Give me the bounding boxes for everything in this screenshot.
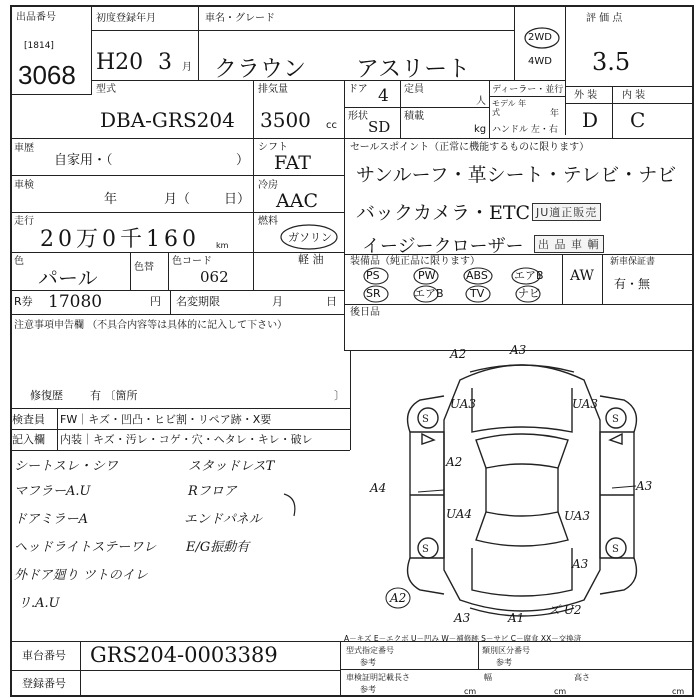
drive-circle-mark bbox=[522, 26, 562, 50]
note-line-5: 外ドア廻り ツトのイレ bbox=[14, 568, 148, 583]
cert-label: 型式指定番号 bbox=[346, 646, 394, 655]
tire-label: 新車保証書 bbox=[610, 257, 656, 267]
lot-label: 出品番号 bbox=[16, 12, 56, 23]
grade: アスリート bbox=[356, 56, 471, 82]
notes-label: 注意事項申告欄 （不具合内容等は具体的に記入して下さい） bbox=[14, 320, 288, 331]
recycle-value: 17080 bbox=[48, 292, 103, 312]
interior-label: 内 装 bbox=[622, 90, 646, 101]
mileage-label: 走行 bbox=[14, 216, 34, 227]
mark-a1-bottom: A1 bbox=[508, 611, 525, 625]
handle-label: ハンドル 左・右 bbox=[492, 125, 558, 135]
car-name: クラウン bbox=[214, 56, 306, 82]
first-reg-label: 初度登録年月 bbox=[96, 13, 156, 24]
first-reg-month: 3 bbox=[158, 50, 172, 75]
sales-line1: サンルーフ・革シート・テレビ・ナビ bbox=[356, 164, 677, 186]
sales-line3: イージークローザー bbox=[362, 236, 524, 257]
capacity-unit: 人 bbox=[476, 96, 486, 107]
recycle-label: R券 bbox=[14, 295, 33, 308]
name-change-day: 日 bbox=[326, 295, 337, 308]
shape-value: SD bbox=[368, 118, 391, 136]
fuel-circle-mark bbox=[276, 222, 342, 252]
note-right-1: スタッドレスT bbox=[188, 459, 275, 474]
tire-value: 有・無 bbox=[614, 277, 651, 291]
note-right-4: E/G振動有 bbox=[186, 540, 250, 555]
mark-ua4: UA4 bbox=[446, 507, 473, 521]
type-label: 型式 bbox=[96, 84, 116, 95]
class-label: 類別区分番号 bbox=[482, 646, 530, 655]
equip-abs: ABS bbox=[466, 269, 488, 282]
displacement-value: 3500 bbox=[260, 108, 311, 132]
inspector-row1-label: 検査員 bbox=[12, 413, 45, 426]
mark-a2-mid: A2 bbox=[446, 455, 463, 469]
color-value: パール bbox=[38, 266, 98, 290]
model-grade-label: 車名・グレード bbox=[205, 13, 275, 24]
displacement-label: 排気量 bbox=[258, 84, 288, 95]
ac-label: 冷房 bbox=[258, 180, 278, 191]
inspection-label: 車検 bbox=[14, 180, 34, 191]
equip-airbag: エアB bbox=[514, 269, 544, 282]
exterior-label: 外 装 bbox=[574, 90, 598, 101]
note-line-4: ヘッドライトステーワレ bbox=[14, 540, 157, 555]
load-label: 積載 bbox=[404, 111, 424, 122]
lot-sub: [1814] bbox=[24, 41, 54, 51]
chassis-label: 車台番号 bbox=[22, 649, 66, 662]
reg-label: 登録番号 bbox=[22, 677, 66, 690]
fuel-diesel: 軽 油 bbox=[298, 253, 324, 266]
shift-label: シフト bbox=[258, 142, 288, 153]
displacement-unit: cc bbox=[326, 120, 337, 131]
inspector-row1-value: FW｜キズ・凹凸・ヒビ割・リペア跡・X要 bbox=[60, 413, 272, 426]
dealer-label: ディーラー・並行 bbox=[492, 85, 564, 95]
year-unit: 年 bbox=[550, 109, 560, 119]
svg-text:S: S bbox=[612, 544, 619, 555]
inspection-day: 日） bbox=[224, 192, 251, 207]
equip-circle-marks bbox=[356, 266, 562, 304]
after-label: 後日品 bbox=[350, 307, 380, 318]
svg-text:S: S bbox=[422, 544, 429, 555]
mark-a2-circle: A2 bbox=[390, 591, 407, 605]
mark-a4-left: A4 bbox=[370, 481, 387, 495]
note-line-3: ドアミラーA bbox=[14, 512, 88, 527]
size-unit-3: cm bbox=[672, 687, 685, 696]
car-damage-diagram bbox=[350, 340, 694, 630]
mark-zu2: ズ U2 bbox=[548, 603, 582, 617]
exterior-grade: D bbox=[582, 108, 599, 132]
score: 3.5 bbox=[592, 48, 631, 76]
shape-label: 形状 bbox=[348, 111, 368, 122]
model-year-label: モデル 年式 bbox=[492, 99, 527, 117]
sales-label: セールスポイント（正常に機能するものに限ります） bbox=[350, 142, 590, 153]
equip-label: 装備品（純正品に限ります） bbox=[350, 256, 480, 267]
color-label: 色 bbox=[14, 256, 24, 267]
note-right-3: エンドパネル bbox=[184, 512, 262, 527]
history-label: 車歴 bbox=[14, 143, 34, 154]
fuel-gas: ガソリン bbox=[288, 231, 332, 244]
inspector-row2-value: 内装｜キズ・汚レ・コゲ・穴・ヘタレ・キレ・破レ bbox=[60, 433, 313, 446]
doors-label: ドア bbox=[348, 84, 368, 95]
svg-text:S: S bbox=[612, 414, 619, 425]
note-line-6: リ.A.U bbox=[18, 596, 60, 611]
size-unit-1: cm bbox=[464, 687, 477, 696]
fuel-label: 燃料 bbox=[258, 216, 278, 227]
name-change-label: 名変期限 bbox=[176, 295, 220, 308]
inspector-row2-label: 記入欄 bbox=[12, 433, 45, 446]
month-unit: 月 bbox=[182, 62, 192, 73]
mark-a3-lower: A3 bbox=[572, 557, 589, 571]
mark-ua3-right: UA3 bbox=[572, 397, 599, 411]
repair-close: 〕 bbox=[334, 389, 345, 402]
color-change-label: 色替 bbox=[134, 262, 154, 273]
listing-stamp: 出 品 車 輌 bbox=[534, 235, 604, 253]
repair-value: 有 〔箇所 bbox=[90, 389, 138, 402]
doors-value: 4 bbox=[378, 86, 389, 106]
score-label: 評 価 点 bbox=[586, 13, 623, 24]
mark-a3-top: A3 bbox=[510, 343, 527, 357]
equip-sr: SR bbox=[366, 287, 381, 300]
sales-line2: バックカメラ・ETC bbox=[356, 202, 531, 224]
equip-aw: AW bbox=[570, 268, 594, 284]
drive-4wd: 4WD bbox=[528, 56, 552, 67]
equip-tv: TV bbox=[470, 287, 485, 300]
equip-ps: PS bbox=[366, 269, 380, 282]
color-code-value: 062 bbox=[200, 268, 229, 286]
note-line-2: マフラーA.U bbox=[14, 484, 91, 499]
chassis-value: GRS204-0003389 bbox=[90, 643, 278, 667]
size-label: 車検証明記載 bbox=[346, 673, 394, 682]
note-line-1: シートスレ・シワ bbox=[14, 459, 118, 474]
color-code-label: 色コード bbox=[172, 256, 212, 267]
inspection-month: 月（ bbox=[164, 192, 191, 207]
mark-a3-right: A3 bbox=[636, 479, 653, 493]
recycle-unit: 円 bbox=[150, 295, 161, 308]
class-ref: 参考 bbox=[496, 658, 512, 667]
history-value: 自家用・（ bbox=[54, 153, 113, 168]
lot-number: 3068 bbox=[18, 60, 76, 90]
mark-ua3-mid: UA3 bbox=[564, 509, 591, 523]
inspection-year: 年 bbox=[104, 192, 118, 207]
interior-grade: C bbox=[630, 108, 646, 132]
mileage-unit: km bbox=[216, 241, 229, 250]
shift-value: FAT bbox=[274, 152, 311, 174]
first-reg-year: H20 bbox=[96, 50, 144, 75]
mark-a3-bottom: A3 bbox=[454, 611, 471, 625]
size-unit-2: cm bbox=[554, 687, 567, 696]
mark-a2-top: A2 bbox=[450, 347, 467, 361]
mileage-value: 20万0千160 bbox=[40, 227, 200, 252]
capacity-label: 定員 bbox=[404, 84, 424, 95]
diagram-legend: A－キズ E－エクボ U－凹み W－補修跡 S－サビ C－腐食 XX－交換済 bbox=[344, 634, 582, 643]
cert-ref: 参考 bbox=[360, 658, 376, 667]
note-arrow-mark bbox=[280, 490, 310, 520]
drive-2wd: 2WD bbox=[528, 32, 552, 43]
size-height: 高さ bbox=[574, 673, 590, 682]
repair-label: 修復歴 bbox=[30, 389, 63, 402]
name-change-month: 月 bbox=[272, 295, 283, 308]
size-length: 長さ bbox=[394, 673, 410, 682]
equip-airbag2: エアB bbox=[414, 287, 444, 300]
load-unit: kg bbox=[474, 124, 487, 135]
ju-stamp: JU適正販売 bbox=[532, 203, 601, 221]
equip-navi: ナビ bbox=[518, 287, 540, 300]
history-close: ） bbox=[236, 153, 250, 168]
ac-value: AAC bbox=[276, 190, 318, 212]
size-width: 幅 bbox=[484, 673, 492, 682]
mark-ua3-left: UA3 bbox=[450, 397, 477, 411]
equip-pw: PW bbox=[418, 269, 436, 282]
size-ref: 参考 bbox=[360, 685, 376, 694]
note-right-2: Rフロア bbox=[188, 484, 237, 499]
svg-text:S: S bbox=[422, 414, 429, 425]
type-value: DBA-GRS204 bbox=[100, 108, 235, 132]
